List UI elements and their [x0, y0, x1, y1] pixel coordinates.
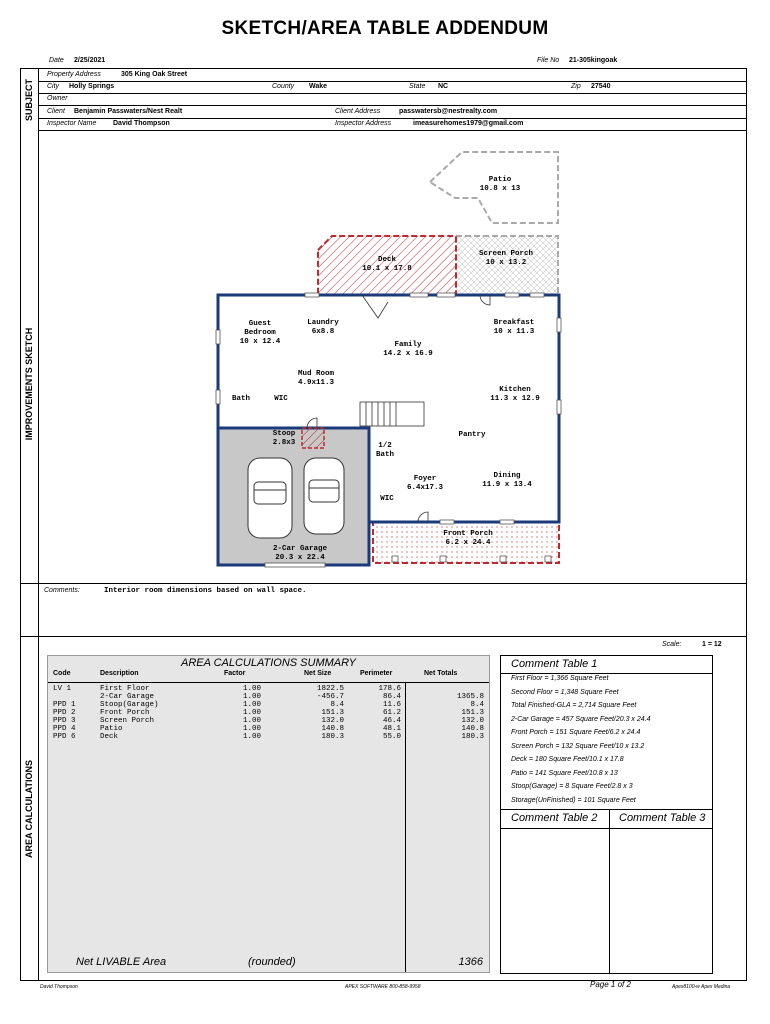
- area-calc-row: [48, 733, 489, 741]
- date-row: Date 2/25/2021 File No 21-305kingoak: [49, 57, 618, 64]
- client-row: Client Benjamin Passwaters/Nest Realt Client Address passwatersb@nestrealty.com: [39, 106, 747, 119]
- area-calc-cell: Stoop(Garage): [100, 701, 159, 709]
- room-label-front-porch: Front Porch 6.2 x 24.4: [443, 530, 493, 547]
- area-calc-cell: First Floor: [100, 685, 150, 693]
- room-label-breakfast: Breakfast 10 x 11.3: [493, 319, 535, 336]
- label-wic: WIC: [274, 395, 288, 403]
- comments-label: Comments:: [44, 587, 80, 594]
- inspector-address: imeasurehomes1979@gmail.com: [413, 120, 524, 127]
- area-calc-cell: 46.4: [382, 717, 401, 725]
- date-value: 2/25/2021: [74, 57, 106, 64]
- area-calc-cell: 86.4: [382, 693, 401, 701]
- comment-table: [500, 655, 713, 974]
- client-address: passwatersb@nestrealty.com: [399, 108, 498, 115]
- comment-table-2-title: Comment Table 2: [511, 812, 598, 824]
- area-calc-cell: 180.3: [461, 733, 484, 741]
- room-label-garage: 2-Car Garage 20.3 x 22.4: [272, 545, 327, 562]
- city-value: Holly Springs: [69, 83, 115, 90]
- area-calc-cell: 1.00: [242, 717, 261, 725]
- area-calc-cell: 1.00: [242, 701, 261, 709]
- footer-left: David Thompson: [40, 984, 78, 990]
- area-calc-cell: 8.4: [470, 701, 484, 709]
- zip-value: 27540: [591, 83, 611, 90]
- room-label-deck: Deck 10.1 x 17.8: [362, 256, 412, 273]
- room-label-kitchen: Kitchen 11.3 x 12.9: [490, 386, 540, 403]
- room-label-foyer: Foyer 6.4x17.3: [406, 475, 443, 492]
- client-value: Benjamin Passwaters/Nest Realt: [74, 108, 183, 115]
- area-calc-row: [48, 693, 489, 701]
- area-calc-cell: 11.6: [382, 701, 401, 709]
- area-calc-cell: 55.0: [382, 733, 401, 741]
- area-calc-cell: 1.00: [242, 709, 261, 717]
- footer-center: APEX SOFTWARE 800-858-9958: [345, 984, 421, 990]
- area-calculations-box: [47, 655, 490, 973]
- area-calc-header: Code Description Factor Net Size Perimeter Net Totals: [48, 670, 489, 683]
- area-calc-cell: 48.1: [382, 725, 401, 733]
- city-row: City Holly Springs County Wake State NC Zip 27540: [39, 81, 747, 94]
- area-calc-title: AREA CALCULATIONS SUMMARY: [180, 657, 356, 669]
- rounded-label: (rounded): [248, 956, 296, 968]
- subject-side-label: SUBJECT: [20, 68, 39, 131]
- area-calc-cell: 1.00: [242, 725, 261, 733]
- area-calc-cell: 61.2: [382, 709, 401, 717]
- comment-table-1-title: Comment Table 1: [511, 658, 598, 670]
- area-calc-row: [48, 725, 489, 733]
- area-calc-cell: 178.6: [378, 685, 401, 693]
- comment-table-item: Patio = 141 Square Feet/10.8 x 13: [511, 769, 618, 777]
- room-label-dining: Dining 11.9 x 13.4: [482, 472, 532, 489]
- page-number: Page 1 of 2: [590, 980, 631, 989]
- area-calc-cell: 132.0: [461, 717, 484, 725]
- area-calc-cell: 1.00: [242, 733, 261, 741]
- area-calc-cell: -456.7: [316, 693, 344, 701]
- label-bath: Bath: [231, 395, 250, 403]
- area-calc-cell: PPD 4: [53, 725, 76, 733]
- area-calc-cell: Screen Porch: [100, 717, 155, 725]
- county-value: Wake: [309, 83, 328, 90]
- comment-table-item: First Floor = 1,366 Square Feet: [511, 675, 609, 682]
- property-row: Property Address 305 King Oak Street: [39, 69, 747, 82]
- comment-table-item: Storage(UnFinished) = 101 Square Feet: [511, 796, 636, 804]
- comment-table-item: Screen Porch = 132 Square Feet/10 x 13.2: [511, 742, 645, 750]
- comment-table-item: Front Porch = 151 Square Feet/6.2 x 24.4: [511, 729, 641, 736]
- file-number: 21-305kingoak: [569, 57, 618, 64]
- area-calc-row: [48, 717, 489, 725]
- area-calc-row: [48, 709, 489, 717]
- comment-table-item: Stoop(Garage) = 8 Square Feet/2.8 x 3: [511, 783, 633, 790]
- area-calc-cell: 151.3: [321, 709, 344, 717]
- area-calc-cell: PPD 3: [53, 717, 76, 725]
- area-calc-cell: 1.00: [242, 693, 261, 701]
- net-livable-value: 1366: [458, 956, 483, 968]
- net-livable-label: Net LIVABLE Area: [76, 956, 167, 968]
- comment-table-item: 2-Car Garage = 457 Square Feet/20.3 x 24.4: [511, 715, 651, 723]
- area-calc-cell: 8.4: [330, 701, 344, 709]
- scale-value: 1 = 12: [702, 641, 722, 648]
- area-calc-cell: PPD 6: [53, 733, 76, 741]
- comment-table-3-title: Comment Table 3: [619, 812, 706, 824]
- area-calc-cell: 180.3: [321, 733, 344, 741]
- area-calc-row: [48, 685, 489, 693]
- comments-text: Interior room dimensions based on wall space.: [104, 587, 307, 595]
- inspector-row: Inspector Name David Thompson Inspector Address imeasurehomes1979@gmail.com: [39, 118, 747, 131]
- area-calc-cell: PPD 1: [53, 701, 76, 709]
- comment-table-item: Second Floor = 1,348 Square Feet: [511, 688, 619, 696]
- label-pantry: Pantry: [458, 431, 486, 439]
- owner-row: Owner: [39, 93, 747, 106]
- footer-right: Apex8100-w Apex Medina: [672, 984, 731, 990]
- area-calc-cell: 1.00: [242, 685, 261, 693]
- room-label-screen-porch: Screen Porch 10 x 13.2: [478, 250, 533, 267]
- scale-label: Scale:: [662, 641, 682, 648]
- area-calc-cell: Front Porch: [100, 709, 150, 717]
- area-calc-cell: 140.8: [321, 725, 344, 733]
- sketch-side-label: IMPROVEMENTS SKETCH: [20, 131, 39, 636]
- area-calc-cell: 132.0: [321, 717, 344, 725]
- calc-side-label: AREA CALCULATIONS: [20, 636, 39, 981]
- area-calc-cell: Patio: [100, 725, 123, 733]
- page-title: SKETCH/AREA TABLE ADDENDUM: [221, 18, 549, 39]
- comment-table-item: Deck = 180 Square Feet/10.1 x 17.8: [511, 756, 624, 763]
- room-label-stoop: Stoop 2.8x3: [272, 430, 296, 447]
- room-label-laundry: Laundry 6x8.8: [307, 319, 339, 336]
- label-half-bath: 1/2 Bath: [375, 442, 394, 459]
- room-label-mud-room: Mud Room 4.9x11.3: [297, 370, 334, 387]
- area-calc-cell: 151.3: [461, 709, 484, 717]
- comment-table-item: Total Finished-GLA = 2,714 Square Feet: [511, 702, 637, 709]
- room-label-guest-bedroom: Guest Bedroom 10 x 12.4: [239, 320, 281, 346]
- area-calc-cell: 1822.5: [316, 685, 344, 693]
- area-calc-cell: 140.8: [461, 725, 484, 733]
- area-calc-cell: PPD 2: [53, 709, 76, 717]
- room-label-patio: Patio 10.8 x 13: [479, 176, 521, 193]
- state-value: NC: [438, 83, 449, 90]
- area-calc-row: [48, 701, 489, 709]
- room-label-family: Family 14.2 x 16.9: [383, 341, 433, 358]
- area-calc-cell: LV 1: [53, 685, 72, 693]
- area-calc-cell: 1365.8: [456, 693, 484, 701]
- area-calc-cell: 2-Car Garage: [100, 693, 155, 701]
- property-address: 305 King Oak Street: [121, 71, 188, 78]
- area-calc-cell: Deck: [100, 733, 119, 741]
- inspector-name: David Thompson: [113, 120, 170, 127]
- label-wic-2: WIC: [380, 495, 394, 503]
